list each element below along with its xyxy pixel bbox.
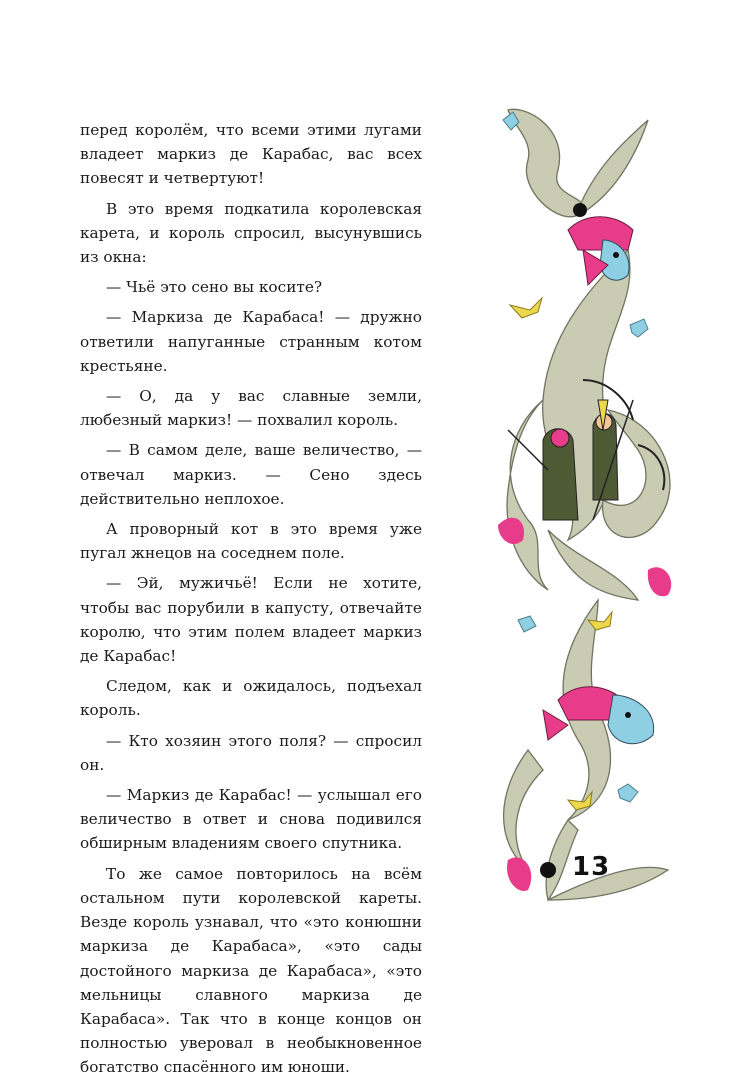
body-text bbox=[80, 118, 422, 1086]
acanthus-scroll-icon bbox=[504, 750, 543, 870]
bird-icon bbox=[630, 319, 648, 337]
paragraph-11: — Маркиз де Карабас! — услышал его величество в ответ и снова подивился обширным владениям своего спутника. bbox=[80, 786, 422, 853]
paragraph-4: — Маркиза де Карабаса! — дружно ответили напуганные странным котом крестьяне. bbox=[80, 308, 422, 375]
page-number: 13 bbox=[572, 852, 611, 882]
paragraph-2: В это время подкатила королевская карета, и король спросил, высунувшись из окна: bbox=[80, 199, 422, 267]
dot-icon bbox=[573, 203, 587, 217]
paragraph-9: Следом, как и ожидалось, подъехал король. bbox=[80, 677, 422, 720]
paragraph-7: А проворный кот в это время уже пугал жнецов на соседнем поле. bbox=[80, 520, 422, 563]
bird-icon bbox=[518, 616, 536, 632]
flower-icon bbox=[618, 784, 638, 802]
paragraph-3: — Чьё это сено вы косите? bbox=[106, 278, 323, 297]
flower-icon bbox=[648, 567, 671, 596]
flower-icon bbox=[498, 518, 524, 544]
paragraph-12: То же самое повторилось на всём остальном пути королевской кареты. Везде король узнавал, что «это конюшни маркиза де Карабаса», «это сады достойного маркиза де Карабаса», «это мельницы славного маркиза де Карабаса». Так что в конце концов он полностью уверовал в необыкновенное богатство спасённого им юноши. bbox=[80, 864, 422, 1077]
acanthus-scroll-icon bbox=[508, 109, 583, 216]
cat-in-boots-icon bbox=[568, 217, 633, 285]
acanthus-scroll-icon bbox=[507, 400, 548, 590]
dot-icon bbox=[540, 862, 556, 878]
paragraph-10: — Кто хозяин этого поля? — спросил он. bbox=[80, 731, 422, 774]
acanthus-scroll-icon bbox=[578, 120, 648, 212]
acanthus-scroll-icon bbox=[548, 530, 638, 600]
flower-icon bbox=[507, 857, 531, 891]
decorative-border bbox=[488, 100, 688, 940]
paragraph-5: — О, да у вас славные земли, любезный маркиз! — похвалил король. bbox=[80, 387, 422, 430]
bird-icon bbox=[510, 298, 542, 318]
paragraph-6: — В самом деле, ваше величество, — отвечал маркиз. — Сено здесь действительно неплохое. bbox=[80, 441, 422, 508]
paragraph-1: перед королём, что всеми этими лугами владеет маркиз де Карабас, вас всех повесят и четвертуют! bbox=[80, 121, 422, 188]
paragraph-8: — Эй, мужичьё! Если не хотите, чтобы вас порубили в капусту, отвечайте королю, что этим полем владеет маркиз де Карабас! bbox=[80, 574, 422, 666]
